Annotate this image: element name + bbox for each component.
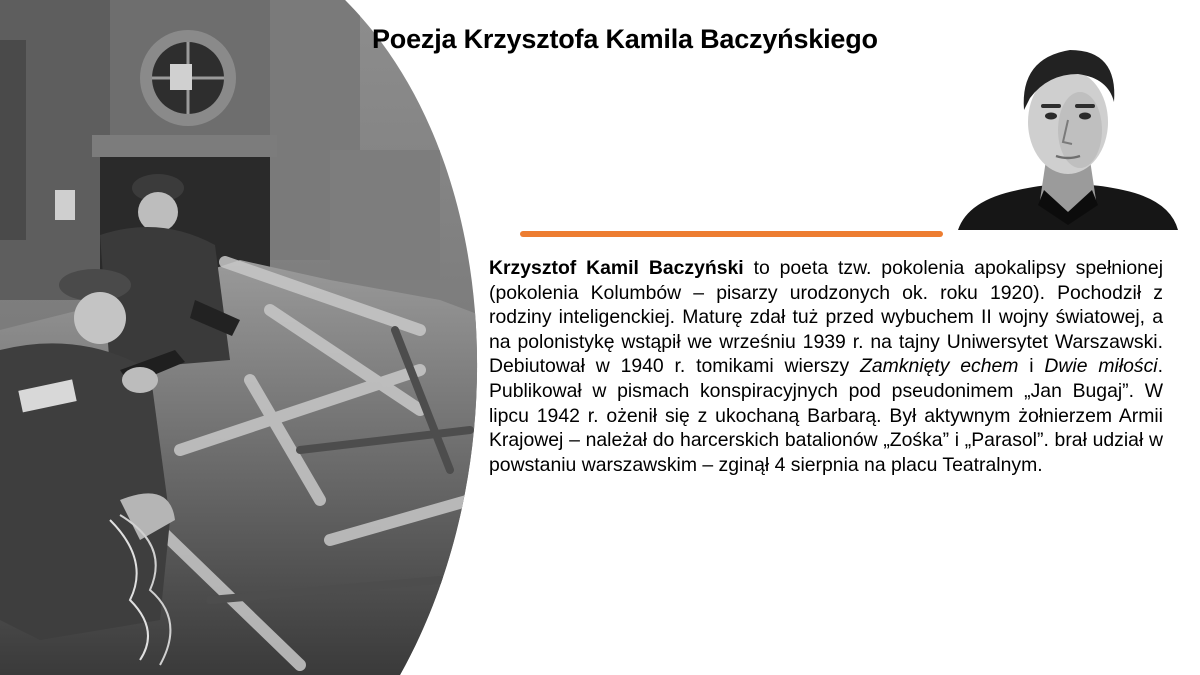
biography-text: [489, 256, 1163, 477]
book-title-2: Dwie miłości: [1044, 355, 1158, 378]
book-title-1: Zamknięty echem: [860, 355, 1019, 378]
accent-divider: [520, 231, 943, 237]
portrait-photo: [958, 40, 1178, 230]
hero-photo: [0, 0, 520, 675]
bio-text-part1: to poeta tzw. pokolenia apokalipsy spełnionej (pokolenia Kolumbów – pisarzy urodzonych ok. roku 1920). Pochodził z rodziny inteligenckiej. Maturę zdał tuż przed wybuchem II wojny światowej, a na polonistykę wstąpił we wrześniu 1939 r. na tajny Uniwersytet Warszawski. Debiutował w 1940 r. tomikami wierszy: [489, 257, 1164, 378]
bio-conjunction: i: [1018, 355, 1045, 378]
bio-text-part2: . Publikował w pismach konspiracyjnych pod pseudonimem „Jan Bugaj”. W lipcu 1942 r. ożenił się z ukochaną Barbarą. Był aktywnym żołnierzem Armii Krajowej – należał do harcerskich batalionów „Zośka” i „Parasol”. brał udział w powstaniu warszawskim – zginął 4 sierpnia na placu Teatralnym.: [489, 355, 1163, 476]
poet-name: Krzysztof Kamil Baczyński: [489, 257, 744, 279]
slide-title: Poezja Krzysztofa Kamila Baczyńskiego: [372, 24, 878, 54]
